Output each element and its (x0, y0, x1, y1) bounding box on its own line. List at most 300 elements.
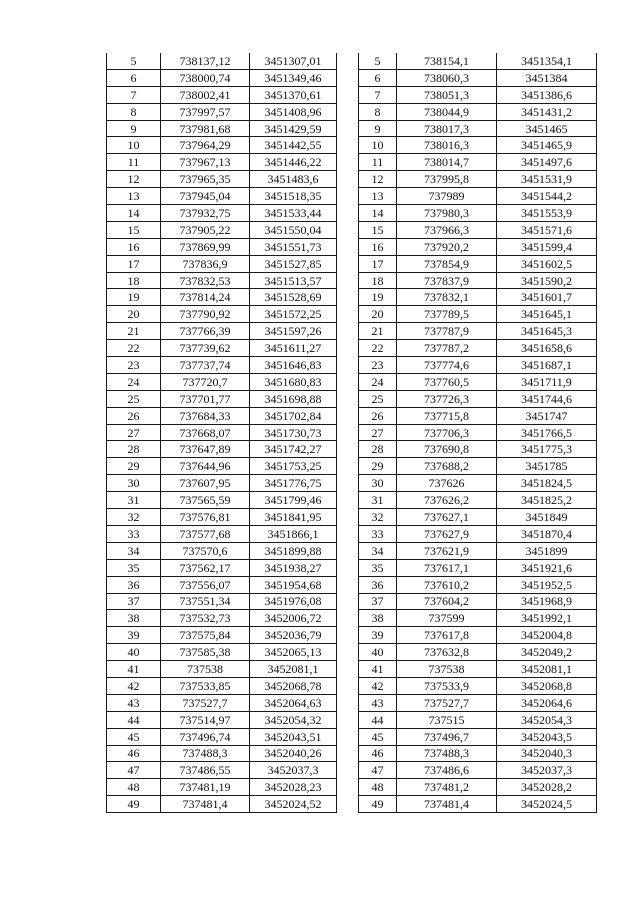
point-number-cell: 17 (359, 255, 397, 272)
y-coordinate-cell: 3451550,04 (250, 221, 337, 238)
x-coordinate-cell: 738016,3 (397, 137, 497, 154)
y-coordinate-cell: 3451354,1 (497, 53, 597, 69)
point-number-cell: 10 (359, 137, 397, 154)
x-coordinate-cell: 737706,3 (397, 424, 497, 441)
table-row (107, 559, 337, 576)
table-row (359, 323, 597, 340)
y-coordinate-cell: 3451658,6 (497, 340, 597, 357)
x-coordinate-cell: 737966,3 (397, 221, 497, 238)
y-coordinate-cell: 3452037,3 (250, 762, 337, 779)
table-row (107, 238, 337, 255)
x-coordinate-cell: 737486,55 (161, 762, 250, 779)
y-coordinate-cell: 3451799,46 (250, 492, 337, 509)
x-coordinate-cell: 737869,99 (161, 238, 250, 255)
x-coordinate-cell: 738154,1 (397, 53, 497, 69)
point-number-cell: 43 (359, 694, 397, 711)
point-number-cell: 16 (107, 238, 161, 255)
table-row (107, 120, 337, 137)
coordinates-table-left (106, 53, 337, 813)
x-coordinate-cell: 737684,33 (161, 407, 250, 424)
point-number-cell: 11 (359, 154, 397, 171)
point-number-cell: 49 (359, 796, 397, 813)
x-coordinate-cell: 737627,1 (397, 509, 497, 526)
x-coordinate-cell: 738060,3 (397, 69, 497, 86)
coordinates-table-right (358, 53, 597, 813)
point-number-cell: 21 (359, 323, 397, 340)
point-number-cell: 35 (359, 559, 397, 576)
y-coordinate-cell: 3451766,5 (497, 424, 597, 441)
point-number-cell: 22 (107, 340, 161, 357)
y-coordinate-cell: 3451899,88 (250, 542, 337, 559)
table-row (107, 407, 337, 424)
point-number-cell: 17 (107, 255, 161, 272)
point-number-cell: 47 (107, 762, 161, 779)
point-number-cell: 26 (107, 407, 161, 424)
x-coordinate-cell: 738044,9 (397, 103, 497, 120)
table-row (359, 711, 597, 728)
point-number-cell: 37 (359, 593, 397, 610)
table-row (107, 492, 337, 509)
y-coordinate-cell: 3451753,25 (250, 458, 337, 475)
table-row (107, 171, 337, 188)
y-coordinate-cell: 3451572,25 (250, 306, 337, 323)
y-coordinate-cell: 3452037,3 (497, 762, 597, 779)
table-row (107, 221, 337, 238)
table-row (107, 458, 337, 475)
x-coordinate-cell: 737787,2 (397, 340, 497, 357)
x-coordinate-cell: 737989 (397, 188, 497, 205)
table-row (359, 154, 597, 171)
table-row (107, 627, 337, 644)
x-coordinate-cell: 737964,29 (161, 137, 250, 154)
table-row (359, 373, 597, 390)
point-number-cell: 13 (359, 188, 397, 205)
table-row (359, 86, 597, 103)
y-coordinate-cell: 3452040,26 (250, 745, 337, 762)
table-row (359, 390, 597, 407)
point-number-cell: 7 (359, 86, 397, 103)
table-row (107, 509, 337, 526)
x-coordinate-cell: 737496,74 (161, 728, 250, 745)
table-row (359, 627, 597, 644)
point-number-cell: 39 (107, 627, 161, 644)
table-row (359, 593, 597, 610)
point-number-cell: 28 (107, 441, 161, 458)
point-number-cell: 40 (107, 644, 161, 661)
y-coordinate-cell: 3451571,6 (497, 221, 597, 238)
x-coordinate-cell: 737626,2 (397, 492, 497, 509)
table-row (359, 694, 597, 711)
y-coordinate-cell: 3451747 (497, 407, 597, 424)
table-row (107, 576, 337, 593)
point-number-cell: 37 (107, 593, 161, 610)
table-row (359, 120, 597, 137)
y-coordinate-cell: 3451968,9 (497, 593, 597, 610)
y-coordinate-cell: 3452036,79 (250, 627, 337, 644)
y-coordinate-cell: 3451702,84 (250, 407, 337, 424)
y-coordinate-cell: 3451465 (497, 120, 597, 137)
x-coordinate-cell: 737854,9 (397, 255, 497, 272)
y-coordinate-cell: 3451687,1 (497, 357, 597, 374)
point-number-cell: 44 (107, 711, 161, 728)
x-coordinate-cell: 737514,97 (161, 711, 250, 728)
table-row (359, 779, 597, 796)
table-row (107, 272, 337, 289)
x-coordinate-cell: 737626 (397, 475, 497, 492)
x-coordinate-cell: 737836,9 (161, 255, 250, 272)
table-row (359, 475, 597, 492)
point-number-cell: 13 (107, 188, 161, 205)
y-coordinate-cell: 3451866,1 (250, 525, 337, 542)
x-coordinate-cell: 737570,6 (161, 542, 250, 559)
point-number-cell: 36 (359, 576, 397, 593)
x-coordinate-cell: 737551,34 (161, 593, 250, 610)
x-coordinate-cell: 738137,12 (161, 53, 250, 69)
point-number-cell: 14 (107, 205, 161, 222)
y-coordinate-cell: 3451680,83 (250, 373, 337, 390)
point-number-cell: 8 (359, 103, 397, 120)
x-coordinate-cell: 738002,41 (161, 86, 250, 103)
x-coordinate-cell: 737965,35 (161, 171, 250, 188)
point-number-cell: 12 (359, 171, 397, 188)
x-coordinate-cell: 737481,2 (397, 779, 497, 796)
point-number-cell: 31 (359, 492, 397, 509)
x-coordinate-cell: 737488,3 (397, 745, 497, 762)
table-row (107, 424, 337, 441)
y-coordinate-cell: 3452068,8 (497, 677, 597, 694)
x-coordinate-cell: 737905,22 (161, 221, 250, 238)
x-coordinate-cell: 737621,9 (397, 542, 497, 559)
point-number-cell: 25 (359, 390, 397, 407)
x-coordinate-cell: 737575,84 (161, 627, 250, 644)
y-coordinate-cell: 3452043,5 (497, 728, 597, 745)
table-row (359, 525, 597, 542)
point-number-cell: 11 (107, 154, 161, 171)
y-coordinate-cell: 3452004,8 (497, 627, 597, 644)
x-coordinate-cell: 737538 (397, 661, 497, 678)
y-coordinate-cell: 3451776,75 (250, 475, 337, 492)
y-coordinate-cell: 3452054,32 (250, 711, 337, 728)
x-coordinate-cell: 737599 (397, 610, 497, 627)
x-coordinate-cell: 738014,7 (397, 154, 497, 171)
y-coordinate-cell: 3451992,1 (497, 610, 597, 627)
table-row (107, 86, 337, 103)
point-number-cell: 32 (359, 509, 397, 526)
x-coordinate-cell: 737585,38 (161, 644, 250, 661)
y-coordinate-cell: 3451533,44 (250, 205, 337, 222)
table-row (107, 661, 337, 678)
point-number-cell: 44 (359, 711, 397, 728)
table-row (107, 306, 337, 323)
table-row (107, 475, 337, 492)
x-coordinate-cell: 737832,53 (161, 272, 250, 289)
x-coordinate-cell: 737720,7 (161, 373, 250, 390)
point-number-cell: 23 (107, 357, 161, 374)
point-number-cell: 30 (359, 475, 397, 492)
x-coordinate-cell: 737627,9 (397, 525, 497, 542)
x-coordinate-cell: 737533,9 (397, 677, 497, 694)
y-coordinate-cell: 3451601,7 (497, 289, 597, 306)
x-coordinate-cell: 737760,5 (397, 373, 497, 390)
point-number-cell: 33 (107, 525, 161, 542)
point-number-cell: 47 (359, 762, 397, 779)
table-row (359, 492, 597, 509)
point-number-cell: 6 (107, 69, 161, 86)
y-coordinate-cell: 3451611,27 (250, 340, 337, 357)
y-coordinate-cell: 3451841,95 (250, 509, 337, 526)
x-coordinate-cell: 737995,8 (397, 171, 497, 188)
x-coordinate-cell: 737562,17 (161, 559, 250, 576)
x-coordinate-cell: 737945,04 (161, 188, 250, 205)
y-coordinate-cell: 3451775,3 (497, 441, 597, 458)
table-row (359, 221, 597, 238)
x-coordinate-cell: 737997,57 (161, 103, 250, 120)
x-coordinate-cell: 737533,85 (161, 677, 250, 694)
table-row (107, 205, 337, 222)
y-coordinate-cell: 3451730,73 (250, 424, 337, 441)
x-coordinate-cell: 737668,07 (161, 424, 250, 441)
y-coordinate-cell: 3451431,2 (497, 103, 597, 120)
x-coordinate-cell: 737481,4 (397, 796, 497, 813)
point-number-cell: 42 (359, 677, 397, 694)
y-coordinate-cell: 3452028,23 (250, 779, 337, 796)
table-row (359, 677, 597, 694)
table-row (107, 390, 337, 407)
point-number-cell: 18 (359, 272, 397, 289)
y-coordinate-cell: 3451513,57 (250, 272, 337, 289)
y-coordinate-cell: 3451711,9 (497, 373, 597, 390)
y-coordinate-cell: 3452043,51 (250, 728, 337, 745)
x-coordinate-cell: 737981,68 (161, 120, 250, 137)
x-coordinate-cell: 737617,8 (397, 627, 497, 644)
table-row (359, 53, 597, 69)
table-row (359, 407, 597, 424)
y-coordinate-cell: 3452054,3 (497, 711, 597, 728)
point-number-cell: 38 (359, 610, 397, 627)
y-coordinate-cell: 3451465,9 (497, 137, 597, 154)
y-coordinate-cell: 3451646,83 (250, 357, 337, 374)
y-coordinate-cell: 3451408,96 (250, 103, 337, 120)
point-number-cell: 27 (359, 424, 397, 441)
y-coordinate-cell: 3451599,4 (497, 238, 597, 255)
x-coordinate-cell: 737496,7 (397, 728, 497, 745)
table-row (359, 644, 597, 661)
table-row (107, 373, 337, 390)
point-number-cell: 29 (107, 458, 161, 475)
point-number-cell: 10 (107, 137, 161, 154)
y-coordinate-cell: 3451446,22 (250, 154, 337, 171)
y-coordinate-cell: 3451429,59 (250, 120, 337, 137)
point-number-cell: 7 (107, 86, 161, 103)
table-row (107, 796, 337, 813)
y-coordinate-cell: 3451528,69 (250, 289, 337, 306)
y-coordinate-cell: 3452064,6 (497, 694, 597, 711)
point-number-cell: 16 (359, 238, 397, 255)
x-coordinate-cell: 737920,2 (397, 238, 497, 255)
point-number-cell: 20 (359, 306, 397, 323)
y-coordinate-cell: 3451742,27 (250, 441, 337, 458)
x-coordinate-cell: 737532,73 (161, 610, 250, 627)
table-row (107, 542, 337, 559)
y-coordinate-cell: 3451531,9 (497, 171, 597, 188)
table-row (359, 728, 597, 745)
x-coordinate-cell: 737814,24 (161, 289, 250, 306)
table-row (107, 154, 337, 171)
y-coordinate-cell: 3452081,1 (497, 661, 597, 678)
x-coordinate-cell: 737577,68 (161, 525, 250, 542)
y-coordinate-cell: 3451597,26 (250, 323, 337, 340)
x-coordinate-cell: 737790,92 (161, 306, 250, 323)
point-number-cell: 34 (107, 542, 161, 559)
y-coordinate-cell: 3451825,2 (497, 492, 597, 509)
y-coordinate-cell: 3451744,6 (497, 390, 597, 407)
y-coordinate-cell: 3451645,1 (497, 306, 597, 323)
y-coordinate-cell: 3452068,78 (250, 677, 337, 694)
point-number-cell: 21 (107, 323, 161, 340)
table-row (359, 661, 597, 678)
x-coordinate-cell: 737690,8 (397, 441, 497, 458)
y-coordinate-cell: 3451954,68 (250, 576, 337, 593)
point-number-cell: 14 (359, 205, 397, 222)
point-number-cell: 23 (359, 357, 397, 374)
table-row (107, 711, 337, 728)
table-row (359, 357, 597, 374)
table-row (359, 69, 597, 86)
point-number-cell: 42 (107, 677, 161, 694)
x-coordinate-cell: 737837,9 (397, 272, 497, 289)
x-coordinate-cell: 737726,3 (397, 390, 497, 407)
table-row (107, 53, 337, 69)
table-row (359, 424, 597, 441)
x-coordinate-cell: 737556,07 (161, 576, 250, 593)
x-coordinate-cell: 737538 (161, 661, 250, 678)
table-row (359, 137, 597, 154)
table-row (359, 255, 597, 272)
y-coordinate-cell: 3451602,5 (497, 255, 597, 272)
table-row (107, 69, 337, 86)
x-coordinate-cell: 737486,6 (397, 762, 497, 779)
point-number-cell: 36 (107, 576, 161, 593)
y-coordinate-cell: 3451590,2 (497, 272, 597, 289)
table-row (359, 188, 597, 205)
point-number-cell: 48 (359, 779, 397, 796)
point-number-cell: 5 (359, 53, 397, 69)
table-row (107, 188, 337, 205)
point-number-cell: 40 (359, 644, 397, 661)
point-number-cell: 27 (107, 424, 161, 441)
y-coordinate-cell: 3451386,6 (497, 86, 597, 103)
x-coordinate-cell: 737766,39 (161, 323, 250, 340)
x-coordinate-cell: 738051,3 (397, 86, 497, 103)
y-coordinate-cell: 3451483,6 (250, 171, 337, 188)
table-row (359, 306, 597, 323)
point-number-cell: 48 (107, 779, 161, 796)
y-coordinate-cell: 3451497,6 (497, 154, 597, 171)
x-coordinate-cell: 737789,5 (397, 306, 497, 323)
x-coordinate-cell: 737515 (397, 711, 497, 728)
x-coordinate-cell: 737980,3 (397, 205, 497, 222)
x-coordinate-cell: 737644,96 (161, 458, 250, 475)
table-row (359, 559, 597, 576)
y-coordinate-cell: 3451952,5 (497, 576, 597, 593)
y-coordinate-cell: 3452024,5 (497, 796, 597, 813)
point-number-cell: 20 (107, 306, 161, 323)
y-coordinate-cell: 3452024,52 (250, 796, 337, 813)
y-coordinate-cell: 3451553,9 (497, 205, 597, 222)
table-row (107, 255, 337, 272)
point-number-cell: 26 (359, 407, 397, 424)
point-number-cell: 32 (107, 509, 161, 526)
point-number-cell: 15 (359, 221, 397, 238)
y-coordinate-cell: 3451442,55 (250, 137, 337, 154)
table-row (359, 542, 597, 559)
x-coordinate-cell: 737715,8 (397, 407, 497, 424)
point-number-cell: 43 (107, 694, 161, 711)
y-coordinate-cell: 3451824,5 (497, 475, 597, 492)
y-coordinate-cell: 3451899 (497, 542, 597, 559)
y-coordinate-cell: 3451849 (497, 509, 597, 526)
table-row (107, 762, 337, 779)
y-coordinate-cell: 3451384 (497, 69, 597, 86)
x-coordinate-cell: 737481,19 (161, 779, 250, 796)
x-coordinate-cell: 737527,7 (397, 694, 497, 711)
point-number-cell: 18 (107, 272, 161, 289)
point-number-cell: 25 (107, 390, 161, 407)
table-row (107, 610, 337, 627)
table-row (107, 694, 337, 711)
point-number-cell: 8 (107, 103, 161, 120)
table-row (107, 525, 337, 542)
x-coordinate-cell: 737481,4 (161, 796, 250, 813)
y-coordinate-cell: 3451921,6 (497, 559, 597, 576)
point-number-cell: 34 (359, 542, 397, 559)
x-coordinate-cell: 737787,9 (397, 323, 497, 340)
point-number-cell: 45 (359, 728, 397, 745)
table-row (359, 340, 597, 357)
y-coordinate-cell: 3451698,88 (250, 390, 337, 407)
table-row (107, 441, 337, 458)
x-coordinate-cell: 737737,74 (161, 357, 250, 374)
x-coordinate-cell: 737932,75 (161, 205, 250, 222)
y-coordinate-cell: 3452065,13 (250, 644, 337, 661)
table-row (359, 796, 597, 813)
table-row (107, 103, 337, 120)
point-number-cell: 12 (107, 171, 161, 188)
table-row (107, 779, 337, 796)
y-coordinate-cell: 3451645,3 (497, 323, 597, 340)
point-number-cell: 22 (359, 340, 397, 357)
point-number-cell: 9 (359, 120, 397, 137)
point-number-cell: 19 (107, 289, 161, 306)
point-number-cell: 6 (359, 69, 397, 86)
table-row (107, 289, 337, 306)
table-row (359, 610, 597, 627)
x-coordinate-cell: 737607,95 (161, 475, 250, 492)
x-coordinate-cell: 737576,81 (161, 509, 250, 526)
x-coordinate-cell: 737610,2 (397, 576, 497, 593)
table-row (359, 289, 597, 306)
y-coordinate-cell: 3451870,4 (497, 525, 597, 542)
point-number-cell: 24 (359, 373, 397, 390)
table-row (107, 137, 337, 154)
y-coordinate-cell: 3451518,35 (250, 188, 337, 205)
y-coordinate-cell: 3452040,3 (497, 745, 597, 762)
x-coordinate-cell: 737739,62 (161, 340, 250, 357)
y-coordinate-cell: 3451349,46 (250, 69, 337, 86)
point-number-cell: 41 (359, 661, 397, 678)
table-row (107, 340, 337, 357)
point-number-cell: 31 (107, 492, 161, 509)
